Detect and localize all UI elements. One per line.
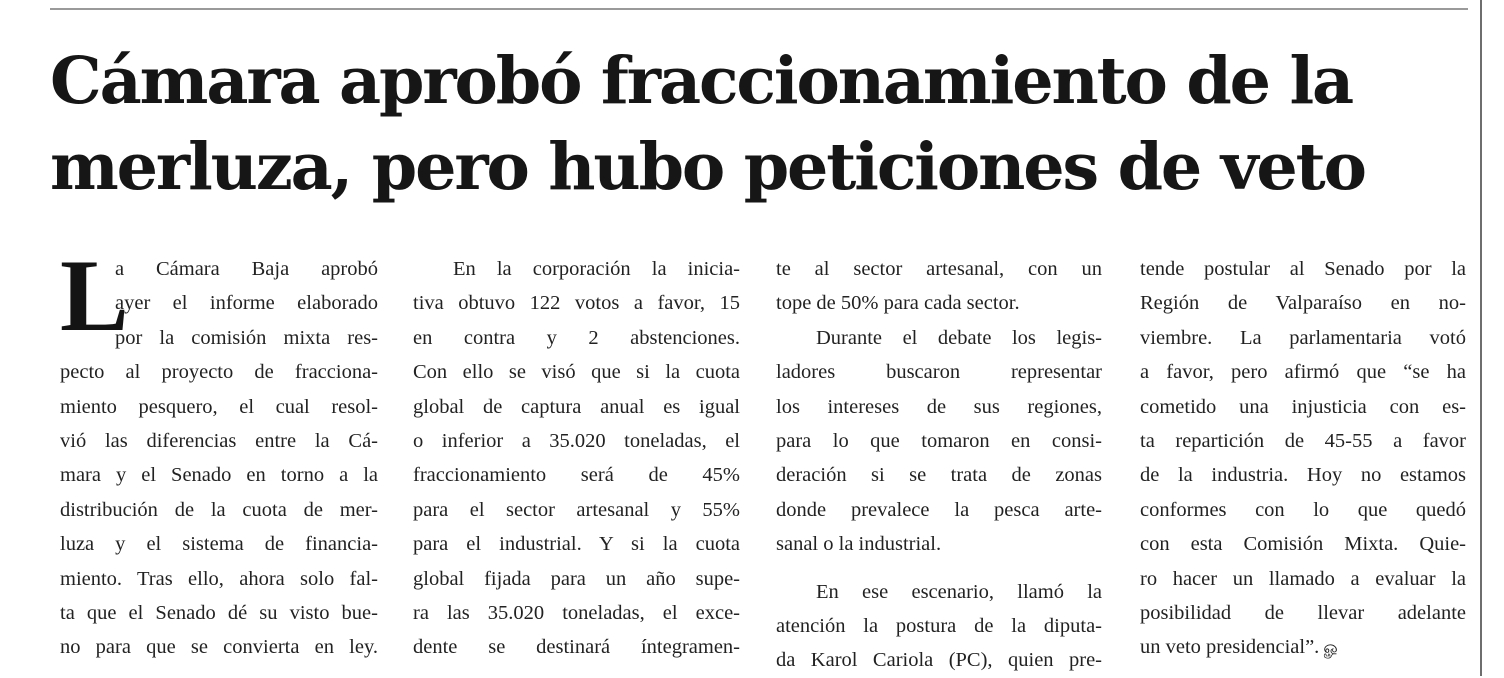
text-line: tiva obtuvo 122 votos a favor, 15: [413, 292, 740, 315]
text-line: cometido una injusticia con es-: [1140, 395, 1466, 418]
text-line: Con ello se visó que si la cuota: [413, 361, 740, 384]
text-line: mara y el Senado en torno a la: [60, 464, 378, 487]
text-line: tende postular al Senado por la: [1140, 258, 1466, 280]
text-line: te al sector artesanal, con un: [776, 258, 1102, 280]
text-line: ra las 35.020 toneladas, el exce-: [413, 602, 740, 625]
text-line: ayer el informe elaborado: [115, 292, 378, 315]
page-edge-rule: [1480, 0, 1482, 676]
text-line: fraccionamiento será de 45%: [413, 464, 740, 487]
text-line: para el industrial. Y si la cuota: [413, 533, 740, 556]
text-line: sanal o la industrial.: [776, 533, 942, 556]
headline: [50, 38, 1470, 210]
text-line: a Cámara Baja aprobó: [115, 258, 378, 280]
text-line: da Karol Cariola (PC), quien pre-: [776, 649, 1102, 672]
text-line: conformes con lo que quedó: [1140, 498, 1466, 521]
text-line: deración si se trata de zonas: [776, 464, 1102, 487]
text-line: o inferior a 35.020 toneladas, el: [413, 430, 740, 453]
article-column-1: [60, 239, 378, 665]
text-line: Durante el debate los legis-: [816, 326, 1102, 349]
text-line: por la comisión mixta res-: [115, 326, 378, 349]
text-line: Región de Valparaíso en no-: [1140, 292, 1466, 315]
article-column-2: [413, 252, 740, 665]
text-line: luza y el sistema de financia-: [60, 533, 378, 556]
text-line: distribución de la cuota de mer-: [60, 498, 378, 521]
text-line-final: [1140, 630, 1466, 665]
headline-line-1: Cámara aprobó fraccionamiento de la: [50, 43, 1353, 119]
text-line: En la corporación la inicia-: [453, 258, 740, 280]
text-line: ta repartición de 45-55 a favor: [1140, 430, 1466, 453]
text-line: posibilidad de llevar adelante: [1140, 602, 1466, 625]
text-line: ro hacer un llamado a evaluar la: [1140, 567, 1466, 590]
text-line: vió las diferencias entre la Cá-: [60, 430, 378, 453]
drop-cap: L: [60, 239, 129, 353]
text-line: para lo que tomaron en consi-: [776, 430, 1102, 453]
headline-line-2: merluza, pero hubo peticiones de veto: [50, 129, 1365, 205]
text-line: miento. Tras ello, ahora solo fal-: [60, 567, 378, 590]
text-line: ladores buscaron representar: [776, 361, 1102, 384]
text-line: pecto al proyecto de fracciona-: [60, 361, 378, 384]
text-line: a favor, pero afirmó que “se ha: [1140, 361, 1466, 384]
text-line: de la industria. Hoy no estamos: [1140, 464, 1466, 487]
text-line: no para que se convierta en ley.: [60, 636, 378, 659]
text-line: miento pesquero, el cual resol-: [60, 395, 378, 418]
text-line: En ese escenario, llamó la: [816, 580, 1102, 603]
text-line: con esta Comisión Mixta. Quie-: [1140, 533, 1466, 556]
text-line: global de captura anual es igual: [413, 395, 740, 418]
text-line: donde prevalece la pesca arte-: [776, 498, 1102, 521]
final-line-text: un veto presidencial”.: [1140, 636, 1320, 659]
text-line: ta que el Senado dé su visto bue-: [60, 602, 378, 625]
article-column-4: [1140, 252, 1466, 666]
end-of-article-icon: ௐ: [1323, 638, 1341, 659]
top-rule: [50, 8, 1468, 10]
text-line: viembre. La parlamentaria votó: [1140, 326, 1466, 349]
text-line: atención la postura de la diputa-: [776, 615, 1102, 638]
text-line: dente se destinará íntegramen-: [413, 636, 740, 659]
text-line: global fijada para un año supe-: [413, 567, 740, 590]
text-line: tope de 50% para cada sector.: [776, 292, 1020, 315]
text-line: en contra y 2 abstenciones.: [413, 326, 740, 349]
text-line: para el sector artesanal y 55%: [413, 498, 740, 521]
article-column-3: [776, 252, 1102, 678]
text-line: los intereses de sus regiones,: [776, 395, 1102, 418]
